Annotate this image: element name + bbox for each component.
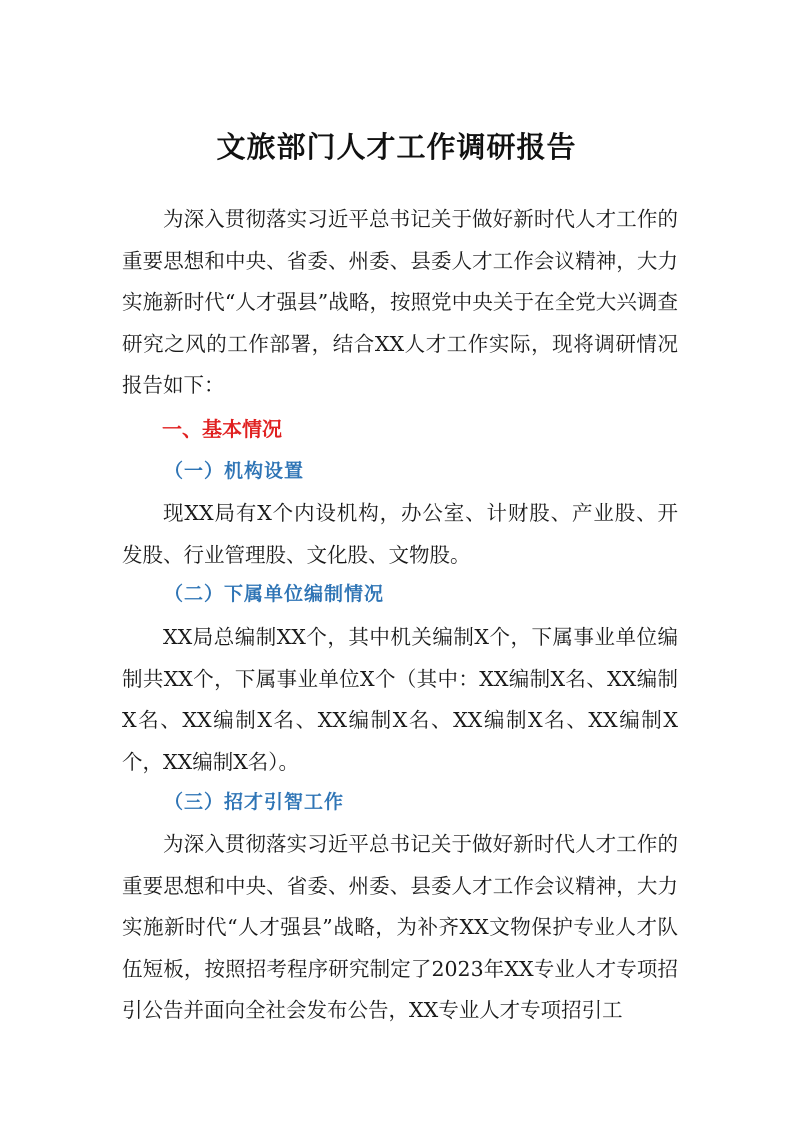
- document-title: 文旅部门人才工作调研报告: [216, 130, 577, 164]
- talent-recruitment-paragraph: 为深入贯彻落实习近平总书记关于做好新时代人才工作的重要思想和中央、省委、州委、县委人才工作会议精神，大力实施新时代“人才强县”战略，为补齐XX文物保护专业人才队伍短板，按照招考程序研究制定了2023年XX专业人才专项招引公告并面向全社会发布公告，XX专业人才专项招引工: [122, 832, 678, 1022]
- staffing-paragraph: XX局总编制XX个，其中机关编制X个，下属事业单位编制共XX个，下属事业单位X个（其中：XX编制X名、XX编制X名、XX编制X名、XX编制X名、XX编制X名、XX编制X个，XX编制X名）。: [122, 625, 678, 774]
- subsection-heading-talent-recruitment: （三）招才引智工作: [164, 791, 345, 813]
- intro-paragraph: 为深入贯彻落实习近平总书记关于做好新时代人才工作的重要思想和中央、省委、州委、县委人才工作会议精神，大力实施新时代“人才强县”战略，按照党中央关于在全党大兴调查研究之风的工作部署，结合XX人才工作实际，现将调研情况报告如下：: [122, 207, 678, 397]
- subsection-heading-organization: （一）机构设置: [164, 460, 305, 482]
- organization-paragraph: 现XX局有X个内设机构，办公室、计财股、产业股、开发股、行业管理股、文化股、文物股。: [122, 501, 678, 567]
- subsection-heading-staffing: （二）下属单位编制情况: [164, 583, 385, 605]
- section-heading-basic-situation: 一、基本情况: [162, 417, 282, 441]
